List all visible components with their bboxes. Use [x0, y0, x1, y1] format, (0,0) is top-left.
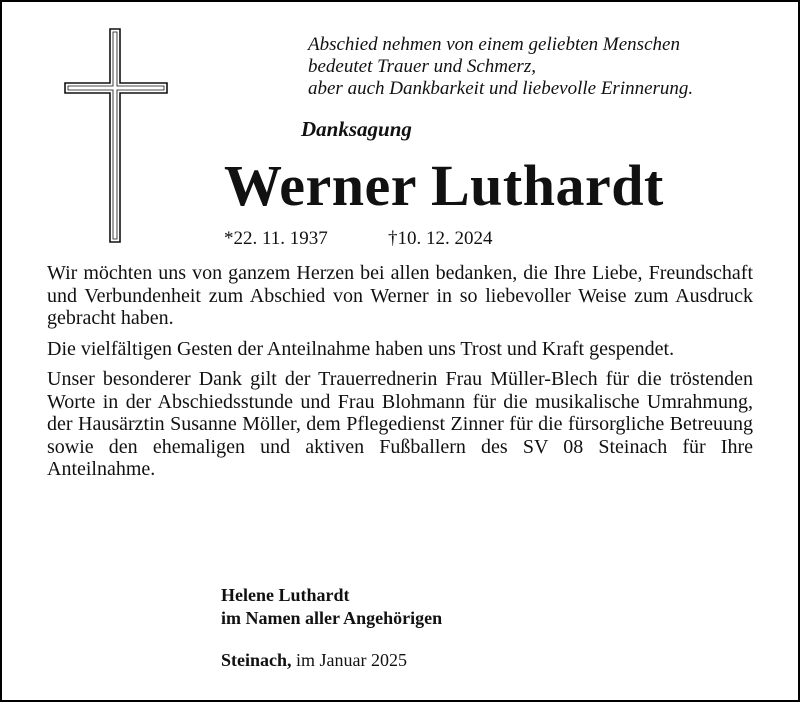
death-date: †10. 12. 2024	[388, 228, 493, 249]
place-date	[221, 650, 407, 671]
paragraph: Die vielfältigen Gesten der Anteilnahme haben uns Trost und Kraft gespendet.	[47, 337, 675, 360]
date: im Januar 2025	[296, 650, 407, 670]
birth-date: *22. 11. 1937	[224, 228, 328, 249]
paragraph: Wir möchten uns von ganzem Herzen bei allen bedanken, die Ihre Liebe, Freundschaft und Verbundenheit zum Abschied von Werner in so liebevoller Weise zum Ausdruck gebracht haben.	[47, 262, 753, 329]
heading-danksagung: Danksagung	[301, 117, 412, 141]
place: Steinach,	[221, 650, 292, 670]
cross-icon	[63, 28, 169, 244]
quote-line: bedeutet Trauer und Schmerz,	[308, 56, 536, 77]
body-text	[47, 262, 753, 489]
memorial-quote	[308, 34, 778, 100]
quote-line: Abschied nehmen von einem geliebten Menschen	[308, 34, 680, 55]
signer-on-behalf: im Namen aller Angehörigen	[221, 608, 443, 628]
deceased-name: Werner Luthardt	[224, 153, 664, 218]
signer-name: Helene Luthardt	[221, 585, 350, 605]
quote-line: aber auch Dankbarkeit und liebevolle Erinnerung.	[308, 78, 694, 99]
paragraph: Unser besonderer Dank gilt der Trauerrednerin Frau Müller-Blech für die tröstenden Worte in der Abschiedsstunde und Frau Blohmann für die musikalische Umrahmung, der Hausärztin Susanne Möller, dem Pflegedienst Zinner für die fürsorgliche Betreuung sowie den ehemaligen und aktiven Fußballern des SV 08 Steinach für Ihre Anteilnahme.	[47, 368, 753, 480]
signature-block	[221, 584, 442, 630]
